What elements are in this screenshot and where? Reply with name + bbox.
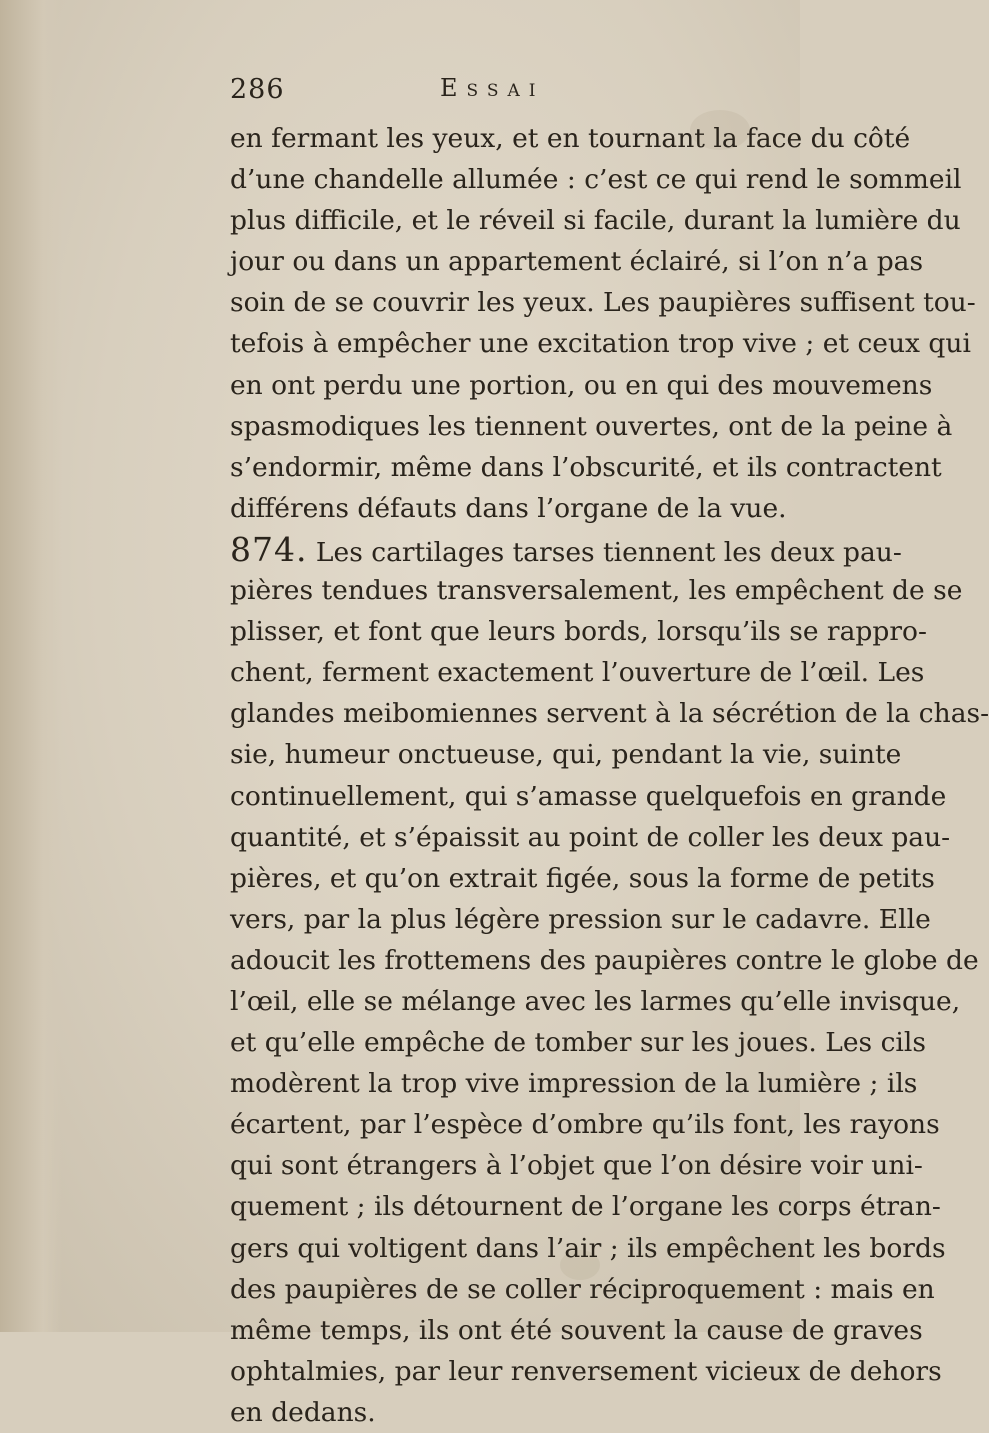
text-line: glandes meibomiennes servent à la sécrétion de la chas-: [230, 698, 989, 730]
text-line: plisser, et font que leurs bords, lorsqu’ils se rappro-: [230, 616, 927, 648]
text-line: pières, et qu’on extrait figée, sous la forme de petits: [230, 862, 935, 894]
text-line: en dedans.: [230, 1396, 376, 1428]
text-line: écartent, par l’espèce d’ombre qu’ils font, les rayons: [230, 1109, 940, 1141]
text-line: en ont perdu une portion, ou en qui des mouvemens: [230, 369, 933, 401]
text-line: d’une chandelle allumée : c’est ce qui rend le sommeil: [230, 164, 962, 196]
paragraph-first-line: [230, 529, 902, 570]
text-line: qui sont étrangers à l’objet que l’on désire voir uni-: [230, 1150, 923, 1182]
text-line: en fermant les yeux, et en tournant la face du côté: [230, 123, 911, 154]
text-line: modèrent la trop vive impression de la lumière ; ils: [230, 1068, 918, 1100]
paragraph-number: 874.: [230, 529, 308, 569]
text-line: chent, ferment exactement l’ouverture de l’œil. Les: [230, 657, 925, 689]
text-line: soin de se couvrir les yeux. Les paupières suffisent tou-: [230, 287, 976, 319]
text-line: des paupières de se coller réciproquement : mais en: [230, 1273, 935, 1305]
binding-edge: [0, 0, 62, 1332]
text-line: quement ; ils détournent de l’organe les corps étran-: [230, 1191, 941, 1223]
text-line: Les cartilages tarses tiennent les deux pau-: [315, 536, 902, 568]
text-line: pières tendues transversalement, les empêchent de se: [230, 575, 963, 607]
text-line: l’œil, elle se mélange avec les larmes qu’elle invisque,: [230, 985, 961, 1017]
body-text: [230, 118, 989, 1433]
text-line: adoucit les frottemens des paupières contre le globe de: [230, 944, 979, 976]
text-line: vers, par la plus légère pression sur le cadavre. Elle: [230, 903, 931, 935]
text-line: tefois à empêcher une excitation trop vive ; et ceux qui: [230, 328, 971, 360]
running-header: [230, 74, 710, 114]
text-line: gers qui voltigent dans l’air ; ils empêchent les bords: [230, 1232, 946, 1264]
text-line: ophtalmies, par leur renversement vicieux de dehors: [230, 1355, 942, 1387]
text-line: continuellement, qui s’amasse quelquefois en grande: [230, 780, 947, 812]
text-line: s’endormir, même dans l’obscurité, et ils contractent: [230, 451, 942, 483]
text-line: et qu’elle empêche de tomber sur les joues. Les cils: [230, 1027, 926, 1059]
text-line: jour ou dans un appartement éclairé, si l’on n’a pas: [230, 246, 924, 278]
text-line: quantité, et s’épaissit au point de coller les deux pau-: [230, 821, 951, 853]
text-line: sie, humeur onctueuse, qui, pendant la vie, suinte: [230, 739, 902, 771]
text-line: différens défauts dans l’organe de la vue.: [230, 492, 787, 524]
text-line: spasmodiques les tiennent ouvertes, ont de la peine à: [230, 410, 953, 442]
page-number: 286: [230, 74, 285, 105]
running-title: Essai: [440, 74, 545, 102]
text-line: plus difficile, et le réveil si facile, durant la lumière du: [230, 205, 961, 237]
text-line: même temps, ils ont été souvent la cause de graves: [230, 1314, 923, 1346]
